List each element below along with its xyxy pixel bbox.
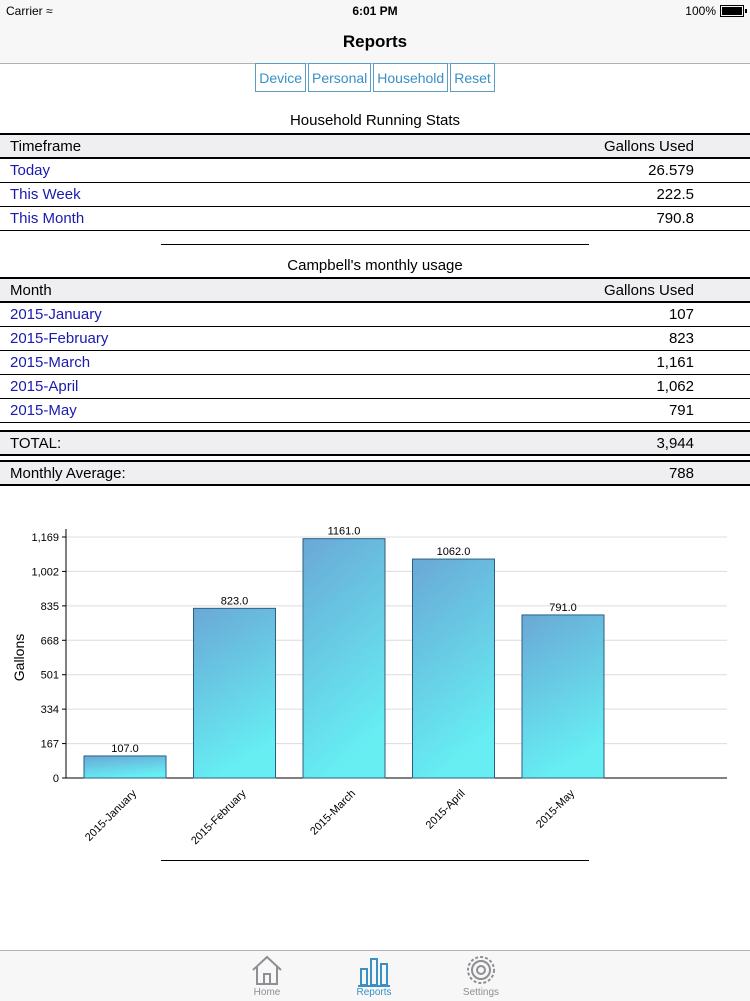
monthly-usage-title: Campbell's monthly usage <box>287 257 463 274</box>
bar-data-label: 1161.0 <box>327 525 361 538</box>
y-tick-label: 0 <box>52 773 59 785</box>
bar-data-label: 107.0 <box>111 742 139 755</box>
tab-settings-label: Settings <box>462 987 500 998</box>
total-row <box>0 430 750 456</box>
gallons-value: 222.5 <box>656 186 694 203</box>
table-header <box>0 133 750 159</box>
x-tick-label: 2015-May <box>534 787 578 831</box>
gallons-header: Gallons Used <box>603 137 694 155</box>
carrier-label: Carrier ≈ <box>6 4 53 18</box>
status-bar <box>0 0 750 20</box>
tab-home-label: Home <box>253 987 281 998</box>
gallons-value: 107 <box>668 306 694 323</box>
bar-data-label: 823.0 <box>220 595 249 608</box>
divider <box>161 860 589 861</box>
page-title: Reports <box>342 32 408 51</box>
table-header <box>0 277 750 303</box>
clock: 6:01 PM <box>352 4 398 18</box>
x-tick-label: 2015-April <box>423 787 468 832</box>
month-link[interactable]: 2015-March <box>10 354 91 371</box>
gallons-value: 823 <box>668 330 694 347</box>
table-row[interactable] <box>0 351 750 375</box>
bar-data-label: 791.0 <box>549 601 577 614</box>
table-row[interactable] <box>0 183 750 207</box>
bar <box>413 559 495 778</box>
reset-button[interactable]: Reset <box>450 63 495 92</box>
tab-reports[interactable] <box>344 953 404 998</box>
tab-settings[interactable] <box>451 953 511 998</box>
total-label: TOTAL: <box>10 434 62 452</box>
month-header: Month <box>10 281 52 299</box>
month-link[interactable]: 2015-January <box>10 306 102 323</box>
table-row[interactable] <box>0 375 750 399</box>
running-stats-table <box>0 133 750 231</box>
house-icon <box>250 953 284 987</box>
gallons-value: 1,062 <box>656 378 694 395</box>
timeframe-week[interactable]: This Week <box>10 186 81 203</box>
table-row[interactable] <box>0 303 750 327</box>
tab-reports-label: Reports <box>356 987 392 998</box>
bar <box>194 608 276 778</box>
tab-home[interactable] <box>237 953 297 998</box>
monthly-usage-table <box>0 277 750 423</box>
table-row[interactable] <box>0 327 750 351</box>
y-tick-label: 501 <box>40 669 59 682</box>
average-value: 788 <box>668 464 694 482</box>
bar-chart-icon <box>357 953 391 987</box>
table-row[interactable] <box>0 159 750 183</box>
y-tick-label: 1,169 <box>31 532 59 544</box>
bar <box>84 756 166 778</box>
navigation-bar <box>0 20 750 64</box>
month-link[interactable]: 2015-February <box>10 330 109 347</box>
gallons-value: 26.579 <box>648 162 694 179</box>
gallons-header: Gallons Used <box>603 281 694 299</box>
timeframe-month[interactable]: This Month <box>10 210 85 227</box>
y-tick-label: 668 <box>40 635 59 648</box>
bar <box>522 615 604 778</box>
total-value: 3,944 <box>656 434 694 452</box>
month-link[interactable]: 2015-April <box>10 378 79 395</box>
y-tick-label: 1,002 <box>31 566 59 579</box>
device-button[interactable]: Device <box>255 63 306 92</box>
y-tick-label: 835 <box>40 600 59 613</box>
table-row[interactable] <box>0 207 750 231</box>
wifi-icon: ≈ <box>46 4 53 18</box>
y-axis-label: Gallons <box>11 633 27 682</box>
monthly-usage-chart <box>0 505 750 855</box>
month-link[interactable]: 2015-May <box>10 402 77 419</box>
battery-status: 100% <box>685 4 744 18</box>
tab-bar <box>0 950 750 1001</box>
table-row[interactable] <box>0 399 750 423</box>
x-tick-label: 2015-March <box>308 787 359 838</box>
divider <box>161 244 589 245</box>
household-button[interactable]: Household <box>373 63 448 92</box>
timeframe-today[interactable]: Today <box>10 162 51 179</box>
bar-data-label: 1062.0 <box>436 546 471 559</box>
y-tick-label: 334 <box>40 704 59 717</box>
gallons-value: 1,161 <box>656 354 694 371</box>
average-label: Monthly Average: <box>10 464 126 482</box>
gallons-value: 791 <box>668 402 694 419</box>
battery-icon <box>720 5 744 17</box>
bar <box>303 539 385 778</box>
running-stats-title: Household Running Stats <box>289 112 461 129</box>
report-scope-selector <box>0 63 750 92</box>
x-tick-label: 2015-January <box>83 787 140 844</box>
y-tick-label: 167 <box>40 738 59 751</box>
gear-icon <box>464 953 498 987</box>
personal-button[interactable]: Personal <box>308 63 371 92</box>
x-tick-label: 2015-February <box>189 787 249 848</box>
timeframe-header: Timeframe <box>10 137 82 155</box>
average-row <box>0 460 750 486</box>
gallons-value: 790.8 <box>656 210 694 227</box>
